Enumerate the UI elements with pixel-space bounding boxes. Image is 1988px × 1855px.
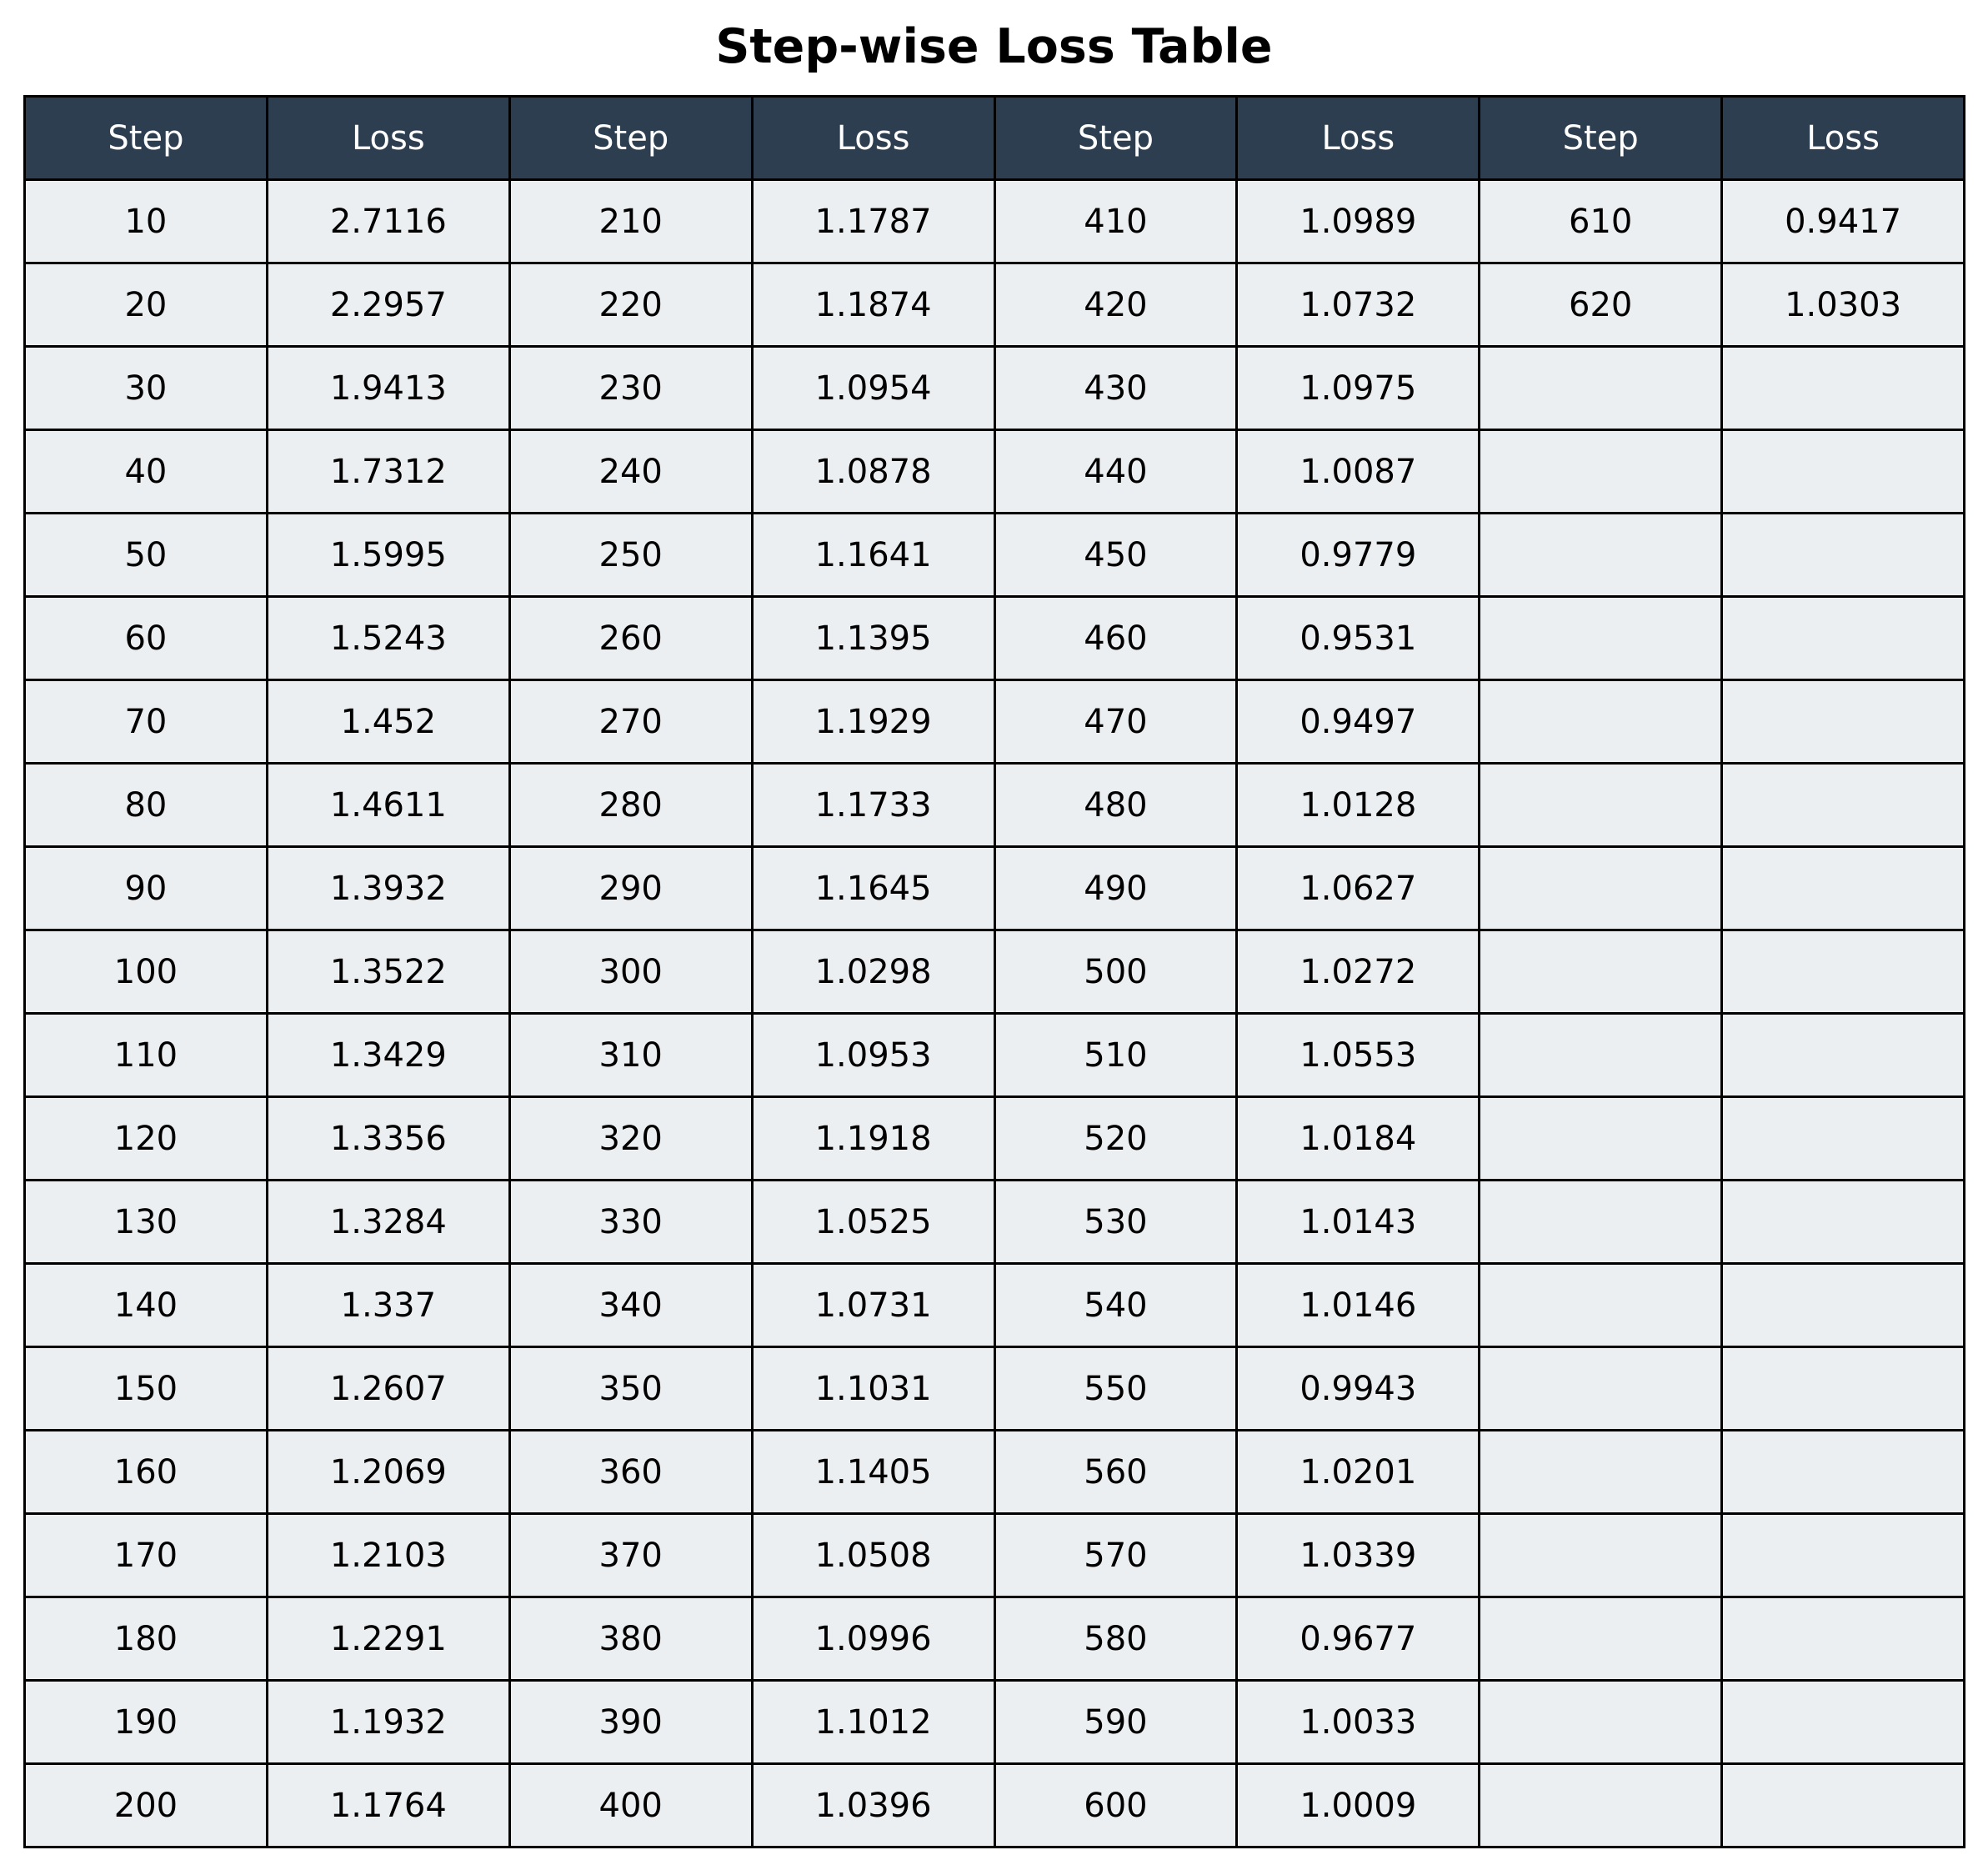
step-cell: 120 [25,1097,268,1181]
table-row [25,1181,1965,1264]
step-cell: 450 [994,514,1237,597]
column-header-loss-4: Loss [1722,97,1965,180]
loss-cell: 1.2291 [267,1597,509,1681]
step-cell: 130 [25,1181,268,1264]
step-cell [1480,680,1722,764]
loss-cell [1722,347,1965,430]
table-row [25,847,1965,930]
step-cell: 310 [509,1014,752,1097]
table-row [25,1014,1965,1097]
loss-cell: 1.0954 [752,347,994,430]
loss-cell: 1.0508 [752,1514,994,1597]
step-cell: 500 [994,930,1237,1014]
loss-cell: 1.0731 [752,1264,994,1347]
step-cell [1480,930,1722,1014]
loss-cell: 1.0033 [1237,1681,1480,1764]
step-cell: 220 [509,263,752,347]
step-cell: 330 [509,1181,752,1264]
loss-cell: 1.0143 [1237,1181,1480,1264]
table-row [25,597,1965,680]
step-cell: 560 [994,1431,1237,1514]
table-row [25,180,1965,263]
table-row [25,1431,1965,1514]
loss-cell: 1.4611 [267,764,509,847]
loss-table-container [23,95,1965,1829]
step-cell: 80 [25,764,268,847]
column-header-step-2: Step [509,97,752,180]
step-cell [1480,347,1722,430]
step-cell: 420 [994,263,1237,347]
loss-cell [1722,1264,1965,1347]
step-cell [1480,1014,1722,1097]
loss-cell: 1.1405 [752,1431,994,1514]
step-cell: 350 [509,1347,752,1431]
loss-cell [1722,847,1965,930]
table-row [25,764,1965,847]
table-row [25,1097,1965,1181]
loss-cell [1722,1681,1965,1764]
loss-cell: 1.2607 [267,1347,509,1431]
loss-cell: 1.1733 [752,764,994,847]
step-cell: 570 [994,1514,1237,1597]
step-cell [1480,764,1722,847]
loss-cell: 0.9417 [1722,180,1965,263]
loss-cell: 1.0996 [752,1597,994,1681]
loss-cell: 1.1874 [752,263,994,347]
column-header-loss-2: Loss [752,97,994,180]
step-cell: 40 [25,430,268,514]
table-row [25,1681,1965,1764]
loss-cell: 1.0272 [1237,930,1480,1014]
loss-cell: 1.1012 [752,1681,994,1764]
step-cell [1480,1597,1722,1681]
loss-cell [1722,430,1965,514]
step-cell: 90 [25,847,268,930]
step-cell: 150 [25,1347,268,1431]
loss-cell: 1.3284 [267,1181,509,1264]
step-cell: 200 [25,1764,268,1847]
step-cell: 580 [994,1597,1237,1681]
step-cell [1480,1514,1722,1597]
step-cell [1480,1347,1722,1431]
loss-cell: 1.1641 [752,514,994,597]
loss-cell: 0.9677 [1237,1597,1480,1681]
column-header-step-3: Step [994,97,1237,180]
loss-table [23,95,1965,1848]
loss-cell: 1.0627 [1237,847,1480,930]
table-row [25,1264,1965,1347]
loss-cell: 1.0953 [752,1014,994,1097]
loss-cell: 2.7116 [267,180,509,263]
loss-cell: 1.9413 [267,347,509,430]
column-header-loss-1: Loss [267,97,509,180]
loss-cell [1722,764,1965,847]
table-row [25,1347,1965,1431]
loss-cell [1722,514,1965,597]
step-cell: 530 [994,1181,1237,1264]
step-cell [1480,597,1722,680]
step-cell: 20 [25,263,268,347]
step-cell: 540 [994,1264,1237,1347]
header-row [25,97,1965,180]
step-cell: 210 [509,180,752,263]
table-row [25,1597,1965,1681]
step-cell: 340 [509,1264,752,1347]
loss-cell: 1.5995 [267,514,509,597]
loss-cell: 1.2103 [267,1514,509,1597]
step-cell: 300 [509,930,752,1014]
loss-cell [1722,1014,1965,1097]
step-cell: 180 [25,1597,268,1681]
table-row [25,930,1965,1014]
step-cell [1480,1097,1722,1181]
step-cell [1480,430,1722,514]
loss-cell: 1.0128 [1237,764,1480,847]
step-cell: 620 [1480,263,1722,347]
step-cell [1480,1431,1722,1514]
step-cell: 70 [25,680,268,764]
step-cell [1480,847,1722,930]
step-cell: 240 [509,430,752,514]
step-cell: 490 [994,847,1237,930]
loss-cell: 1.0989 [1237,180,1480,263]
step-cell [1480,514,1722,597]
loss-cell: 1.2069 [267,1431,509,1514]
table-row [25,347,1965,430]
loss-cell [1722,1597,1965,1681]
table-row [25,430,1965,514]
loss-cell: 1.452 [267,680,509,764]
loss-cell: 1.1764 [267,1764,509,1847]
loss-cell [1722,1514,1965,1597]
step-cell: 100 [25,930,268,1014]
loss-cell: 1.3932 [267,847,509,930]
step-cell: 290 [509,847,752,930]
loss-cell: 1.3356 [267,1097,509,1181]
loss-cell: 0.9531 [1237,597,1480,680]
step-cell: 170 [25,1514,268,1597]
step-cell: 590 [994,1681,1237,1764]
loss-cell: 1.0525 [752,1181,994,1264]
step-cell: 250 [509,514,752,597]
loss-cell: 1.1031 [752,1347,994,1431]
loss-cell [1722,1764,1965,1847]
loss-cell: 1.0732 [1237,263,1480,347]
loss-cell: 2.2957 [267,263,509,347]
step-cell: 470 [994,680,1237,764]
step-cell: 110 [25,1014,268,1097]
step-cell: 410 [994,180,1237,263]
step-cell: 380 [509,1597,752,1681]
loss-cell: 1.0146 [1237,1264,1480,1347]
loss-cell [1722,930,1965,1014]
table-row [25,680,1965,764]
table-row [25,1764,1965,1847]
loss-cell: 1.0298 [752,930,994,1014]
step-cell: 260 [509,597,752,680]
column-header-step-1: Step [25,97,268,180]
loss-cell: 1.0396 [752,1764,994,1847]
table-body [25,180,1965,1847]
step-cell: 10 [25,180,268,263]
loss-cell: 1.1932 [267,1681,509,1764]
step-cell: 520 [994,1097,1237,1181]
loss-cell [1722,680,1965,764]
step-cell: 270 [509,680,752,764]
step-cell: 30 [25,347,268,430]
loss-cell [1722,1431,1965,1514]
step-cell: 230 [509,347,752,430]
loss-cell: 1.5243 [267,597,509,680]
loss-cell: 1.1395 [752,597,994,680]
column-header-loss-3: Loss [1237,97,1480,180]
loss-cell: 0.9943 [1237,1347,1480,1431]
step-cell [1480,1764,1722,1847]
loss-cell: 1.3522 [267,930,509,1014]
step-cell: 460 [994,597,1237,680]
table-title: Step-wise Loss Table [715,19,1273,74]
loss-cell: 1.0975 [1237,347,1480,430]
step-cell: 60 [25,597,268,680]
table-row [25,263,1965,347]
step-cell: 190 [25,1681,268,1764]
loss-cell: 1.1918 [752,1097,994,1181]
step-cell [1480,1181,1722,1264]
loss-cell: 1.0009 [1237,1764,1480,1847]
loss-cell: 1.0087 [1237,430,1480,514]
loss-cell: 0.9779 [1237,514,1480,597]
step-cell: 400 [509,1764,752,1847]
loss-cell [1722,1347,1965,1431]
loss-cell: 1.0303 [1722,263,1965,347]
loss-cell: 1.7312 [267,430,509,514]
step-cell: 440 [994,430,1237,514]
step-cell: 550 [994,1347,1237,1431]
loss-cell: 1.0201 [1237,1431,1480,1514]
loss-cell [1722,597,1965,680]
step-cell: 50 [25,514,268,597]
table-row [25,514,1965,597]
loss-cell: 1.1929 [752,680,994,764]
loss-cell [1722,1181,1965,1264]
step-cell: 360 [509,1431,752,1514]
loss-cell: 1.3429 [267,1014,509,1097]
loss-cell [1722,1097,1965,1181]
step-cell: 390 [509,1681,752,1764]
loss-cell: 1.0553 [1237,1014,1480,1097]
column-header-step-4: Step [1480,97,1722,180]
step-cell: 280 [509,764,752,847]
loss-cell: 1.0878 [752,430,994,514]
loss-cell: 1.0184 [1237,1097,1480,1181]
step-cell: 430 [994,347,1237,430]
step-cell: 140 [25,1264,268,1347]
step-cell: 320 [509,1097,752,1181]
step-cell: 480 [994,764,1237,847]
step-cell: 510 [994,1014,1237,1097]
step-cell: 160 [25,1431,268,1514]
step-cell [1480,1264,1722,1347]
table-row [25,1514,1965,1597]
loss-cell: 1.0339 [1237,1514,1480,1597]
step-cell [1480,1681,1722,1764]
loss-cell: 1.1787 [752,180,994,263]
step-cell: 600 [994,1764,1237,1847]
loss-cell: 1.337 [267,1264,509,1347]
loss-cell: 1.1645 [752,847,994,930]
step-cell: 370 [509,1514,752,1597]
step-cell: 610 [1480,180,1722,263]
loss-cell: 0.9497 [1237,680,1480,764]
